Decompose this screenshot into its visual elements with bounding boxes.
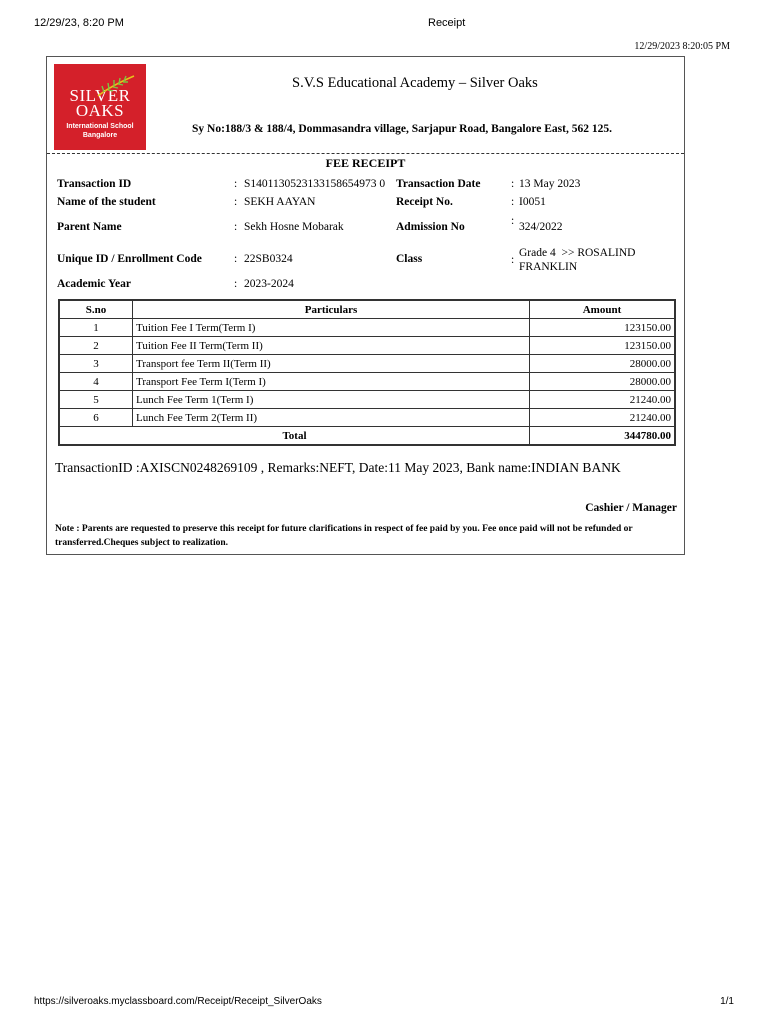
row-sno: 6 xyxy=(59,409,133,427)
class-label: Class xyxy=(396,253,423,265)
row-amount: 21240.00 xyxy=(530,409,676,427)
row-particular: Transport fee Term II(Term II) xyxy=(133,355,530,373)
colon: : xyxy=(234,178,238,190)
total-row xyxy=(59,427,675,446)
row-particular: Lunch Fee Term 2(Term II) xyxy=(133,409,530,427)
print-page-number: 1/1 xyxy=(720,996,734,1007)
colon: : xyxy=(511,254,515,266)
colon: : xyxy=(234,278,238,290)
parent-value: Sekh Hosne Mobarak xyxy=(244,221,344,233)
colon: : xyxy=(234,196,238,208)
print-url: https://silveroaks.myclassboard.com/Receipt/Receipt_SilverOaks xyxy=(34,996,322,1007)
receipt-note: Note : Parents are requested to preserve this receipt for future clarifications in respect of fee paid by you. Fee once paid will not be refunded or transferred.Cheques subject to realization. xyxy=(55,524,633,548)
row-amount: 123150.00 xyxy=(530,337,676,355)
row-sno: 5 xyxy=(59,391,133,409)
table-row xyxy=(59,409,675,427)
table-row xyxy=(59,319,675,337)
school-name: S.V.S Educational Academy – Silver Oaks xyxy=(292,75,538,91)
row-particular: Lunch Fee Term 1(Term I) xyxy=(133,391,530,409)
colon: : xyxy=(234,253,238,265)
row-sno: 4 xyxy=(59,373,133,391)
parent-label: Parent Name xyxy=(57,221,122,233)
class-value-line1: Grade 4 >> ROSALIND xyxy=(519,247,636,259)
receipt-no-value: I0051 xyxy=(519,196,546,208)
header-sno: S.no xyxy=(59,300,133,319)
transaction-id-value: S1401130523133158654973 0 xyxy=(244,178,386,190)
colon: : xyxy=(511,196,515,208)
header-amount: Amount xyxy=(530,300,676,319)
class-value xyxy=(519,246,635,274)
transaction-note: TransactionID :AXISCN0248269109 , Remarks:NEFT, Date:11 May 2023, Bank name:INDIAN BANK xyxy=(55,460,621,475)
colon: : xyxy=(511,215,515,227)
student-value: SEKH AAYAN xyxy=(244,196,316,208)
uid-label: Unique ID / Enrollment Code xyxy=(57,253,202,265)
logo-line1: SILVER xyxy=(69,86,131,105)
row-amount: 28000.00 xyxy=(530,373,676,391)
receipt-timestamp: 12/29/2023 8:20:05 PM xyxy=(634,41,730,52)
receipt-frame xyxy=(46,56,685,555)
transaction-date-label: Transaction Date xyxy=(396,178,481,190)
row-sno: 2 xyxy=(59,337,133,355)
row-amount: 21240.00 xyxy=(530,391,676,409)
receipt-no-label: Receipt No. xyxy=(396,196,453,208)
logo-sub2: Bangalore xyxy=(82,132,118,139)
table-row xyxy=(59,391,675,409)
receipt-title: FEE RECEIPT xyxy=(325,156,406,170)
print-page-title: Receipt xyxy=(428,17,466,29)
colon: : xyxy=(511,178,515,190)
dashed-divider xyxy=(47,153,684,154)
year-value: 2023-2024 xyxy=(244,278,294,290)
table-header-row xyxy=(59,300,675,319)
school-address: Sy No:188/3 & 188/4, Dommasandra village, Sarjapur Road, Bangalore East, 562 125. xyxy=(192,123,612,135)
colon: : xyxy=(234,221,238,233)
row-amount: 123150.00 xyxy=(530,319,676,337)
uid-value: 22SB0324 xyxy=(244,253,293,265)
row-particular: Tuition Fee I Term(Term I) xyxy=(133,319,530,337)
admission-label: Admission No xyxy=(396,221,465,233)
row-amount: 28000.00 xyxy=(530,355,676,373)
row-sno: 1 xyxy=(59,319,133,337)
row-particular: Tuition Fee II Term(Term II) xyxy=(133,337,530,355)
student-label: Name of the student xyxy=(57,196,156,208)
year-label: Academic Year xyxy=(57,278,131,290)
table-row xyxy=(59,373,675,391)
admission-value: 324/2022 xyxy=(519,221,563,233)
cashier-signature: Cashier / Manager xyxy=(585,502,677,514)
logo-line2: OAKS xyxy=(75,101,125,120)
table-row xyxy=(59,337,675,355)
school-logo xyxy=(54,64,146,150)
total-label: Total xyxy=(59,427,530,446)
total-amount: 344780.00 xyxy=(530,427,676,446)
header-particulars: Particulars xyxy=(133,300,530,319)
row-sno: 3 xyxy=(59,355,133,373)
fee-table xyxy=(58,299,676,446)
table-row xyxy=(59,355,675,373)
logo-sub1: International School xyxy=(66,123,134,130)
leaf-icon xyxy=(96,74,136,98)
class-value-line2: FRANKLIN xyxy=(519,261,578,273)
print-datetime: 12/29/23, 8:20 PM xyxy=(34,17,124,29)
row-particular: Transport Fee Term I(Term I) xyxy=(133,373,530,391)
transaction-date-value: 13 May 2023 xyxy=(519,178,581,190)
transaction-id-label: Transaction ID xyxy=(57,178,132,190)
